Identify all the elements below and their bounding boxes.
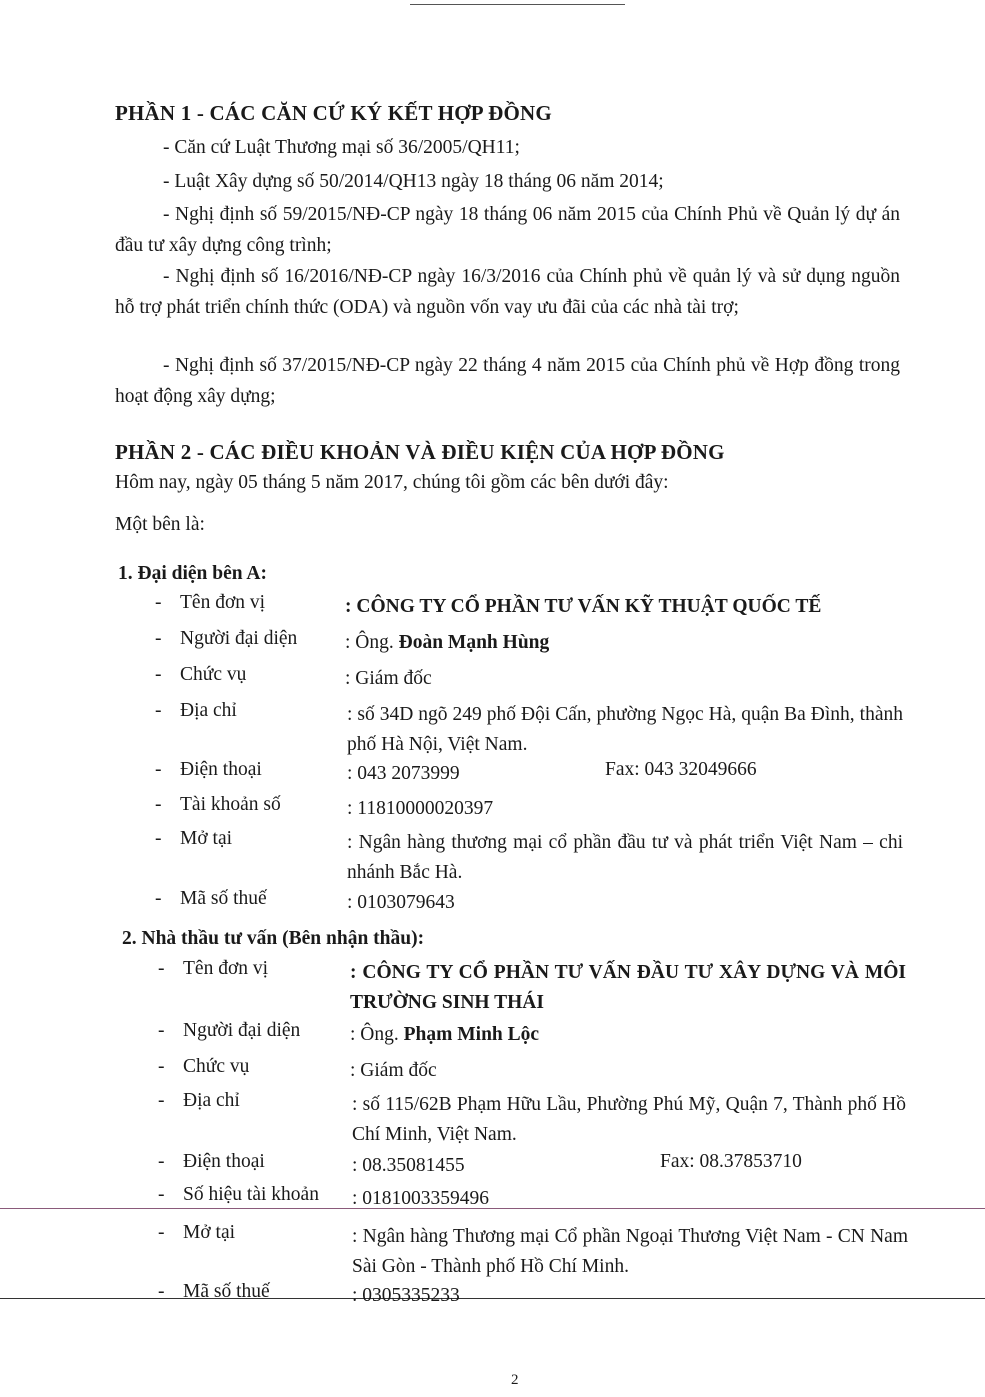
party-a-address-row [155, 700, 905, 762]
party-b-bank-label: Mở tại [183, 1222, 236, 1243]
party-a-rep-name: Đoàn Mạnh Hùng [398, 632, 550, 653]
party-b-fax-value: Fax: 08.37853710 [660, 1151, 802, 1172]
part1-item-3 [115, 199, 900, 261]
bullet-dash: - [155, 888, 162, 909]
party-a-fax-value: Fax: 043 32049666 [605, 759, 757, 780]
scan-line-top [410, 4, 625, 5]
party-b-account-value: : 0181003359496 [352, 1188, 490, 1209]
part2-heading: PHẦN 2 - CÁC ĐIỀU KHOẢN VÀ ĐIỀU KIỆN CỦA HỢP ĐỒNG [115, 440, 725, 464]
party-a-account-label: Tài khoản số [180, 794, 281, 815]
party-a-rep-value [345, 628, 905, 658]
party-b-tax-label: Mã số thuế [183, 1281, 270, 1302]
part2-intro: Hôm nay, ngày 05 tháng 5 năm 2017, chúng tôi gồm các bên dưới đây: [115, 472, 669, 493]
party-a-account-row [155, 794, 905, 824]
party-b-bank-value: : Ngân hàng Thương mại Cổ phần Ngoại Thương Việt Nam - CN Nam Sài Gòn - Thành phố Hồ Chí Minh. [352, 1226, 908, 1277]
bullet-dash: - [158, 1281, 165, 1302]
party-b-phone-row [158, 1151, 908, 1181]
party-b-phone-value: : 08.35081455 [352, 1155, 465, 1176]
party-b-account-label: Số hiệu tài khoản [183, 1184, 319, 1205]
party-b-account-row [158, 1184, 908, 1214]
bullet-dash: - [155, 759, 162, 780]
party-b-phone-label: Điện thoại [183, 1151, 265, 1172]
party-a-position-label: Chức vụ [180, 664, 247, 685]
bullet-dash: - [155, 664, 162, 685]
party-a-account-value: : 11810000020397 [347, 798, 494, 819]
party-b-position-label: Chức vụ [183, 1056, 250, 1077]
party-b-unit-value: : CÔNG TY CỔ PHẦN TƯ VẤN ĐẦU TƯ XÂY DỰNG VÀ MÔI TRƯỜNG SINH THÁI [350, 962, 906, 1013]
party-a-unit-value: : CÔNG TY CỔ PHẦN TƯ VẤN KỸ THUẬT QUỐC TẾ [345, 596, 822, 617]
party-a-title: 1. Đại diện bên A: [118, 563, 267, 584]
party-b-rep-name: Phạm Minh Lộc [403, 1024, 540, 1045]
party-a-position-value: : Giám đốc [345, 668, 432, 689]
part1-item-4 [115, 261, 900, 323]
party-b-rep-value [350, 1020, 906, 1050]
party-b-position-value: : Giám đốc [350, 1060, 437, 1081]
party-a-bank-label: Mở tại [180, 828, 233, 849]
party-b-rep-row [158, 1020, 908, 1050]
bullet-dash: - [158, 1090, 165, 1111]
bullet-dash: - [158, 1222, 165, 1243]
party-a-rep-label: Người đại diện [180, 628, 298, 649]
bullet-dash: - [155, 828, 162, 849]
party-b-unit-label: Tên đơn vị [183, 958, 269, 979]
part1-item-2: - Luật Xây dựng số 50/2014/QH13 ngày 18 tháng 06 năm 2014; [163, 171, 664, 192]
part1-item-5 [115, 350, 900, 412]
bullet-dash: - [155, 794, 162, 815]
party-b-address-row [158, 1090, 908, 1152]
bullet-dash: - [158, 1184, 165, 1205]
party-a-unit-row [155, 592, 905, 622]
bullet-dash: - [158, 1020, 165, 1041]
party-a-bank-value: : Ngân hàng thương mại cổ phần đầu tư và phát triển Việt Nam – chi nhánh Bắc Hà. [347, 832, 903, 883]
party-b-address-label: Địa chỉ [183, 1090, 240, 1111]
party-b-rep-label: Người đại diện [183, 1020, 301, 1041]
bullet-dash: - [158, 958, 165, 979]
party-b-position-row [158, 1056, 908, 1086]
party-a-address-label: Địa chỉ [180, 700, 237, 721]
party-a-rep-row [155, 628, 905, 658]
part1-heading: PHẦN 1 - CÁC CĂN CỨ KÝ KẾT HỢP ĐỒNG [115, 101, 552, 125]
party-b-tax-row [158, 1281, 908, 1311]
bullet-dash: - [155, 592, 162, 613]
party-a-tax-label: Mã số thuế [180, 888, 267, 909]
part1-item-3-text: - Nghị định số 59/2015/NĐ-CP ngày 18 tháng 06 năm 2015 của Chính Phủ về Quản lý dự án đầu tư xây dựng công trình; [115, 204, 900, 256]
party-a-unit-label: Tên đơn vị [180, 592, 266, 613]
bullet-dash: - [155, 628, 162, 649]
party-a-phone-value: : 043 2073999 [347, 763, 460, 784]
party-b-address-value: : số 115/62B Phạm Hữu Lầu, Phường Phú Mỹ, Quận 7, Thành phố Hồ Chí Minh, Việt Nam. [352, 1094, 906, 1145]
party-a-bank-row [155, 828, 905, 890]
party-a-position-row [155, 664, 905, 694]
party-a-tax-row [155, 888, 905, 918]
party-b-title: 2. Nhà thầu tư vấn (Bên nhận thầu): [122, 928, 425, 949]
page-number: 2 [511, 1372, 519, 1388]
party-b-unit-row [158, 958, 908, 1020]
party-b-tax-value: : 0305335233 [352, 1285, 460, 1306]
party-b-bank-row [158, 1222, 908, 1284]
party-a-phone-row [155, 759, 905, 789]
party-b-rep-prefix: : Ông. [350, 1024, 404, 1045]
party-a-address-value: : số 34D ngõ 249 phố Đội Cấn, phường Ngọc Hà, quận Ba Đình, thành phố Hà Nội, Việt Nam. [347, 704, 903, 755]
bullet-dash: - [158, 1056, 165, 1077]
party-a-rep-prefix: : Ông. [345, 632, 399, 653]
bullet-dash: - [155, 700, 162, 721]
party-a-tax-value: : 0103079643 [347, 892, 455, 913]
part1-item-1: - Căn cứ Luật Thương mại số 36/2005/QH11; [163, 137, 520, 158]
part1-item-4-text: - Nghị định số 16/2016/NĐ-CP ngày 16/3/2016 của Chính phủ về quản lý và sử dụng nguồn hỗ trợ phát triển chính thức (ODA) và nguồn vốn vay ưu đãi của các nhà tài trợ; [115, 266, 900, 318]
part2-one-side: Một bên là: [115, 514, 205, 535]
bullet-dash: - [158, 1151, 165, 1172]
part1-item-5-text: - Nghị định số 37/2015/NĐ-CP ngày 22 tháng 4 năm 2015 của Chính phủ về Hợp đồng trong hoạt động xây dựng; [115, 355, 900, 407]
party-a-phone-label: Điện thoại [180, 759, 262, 780]
